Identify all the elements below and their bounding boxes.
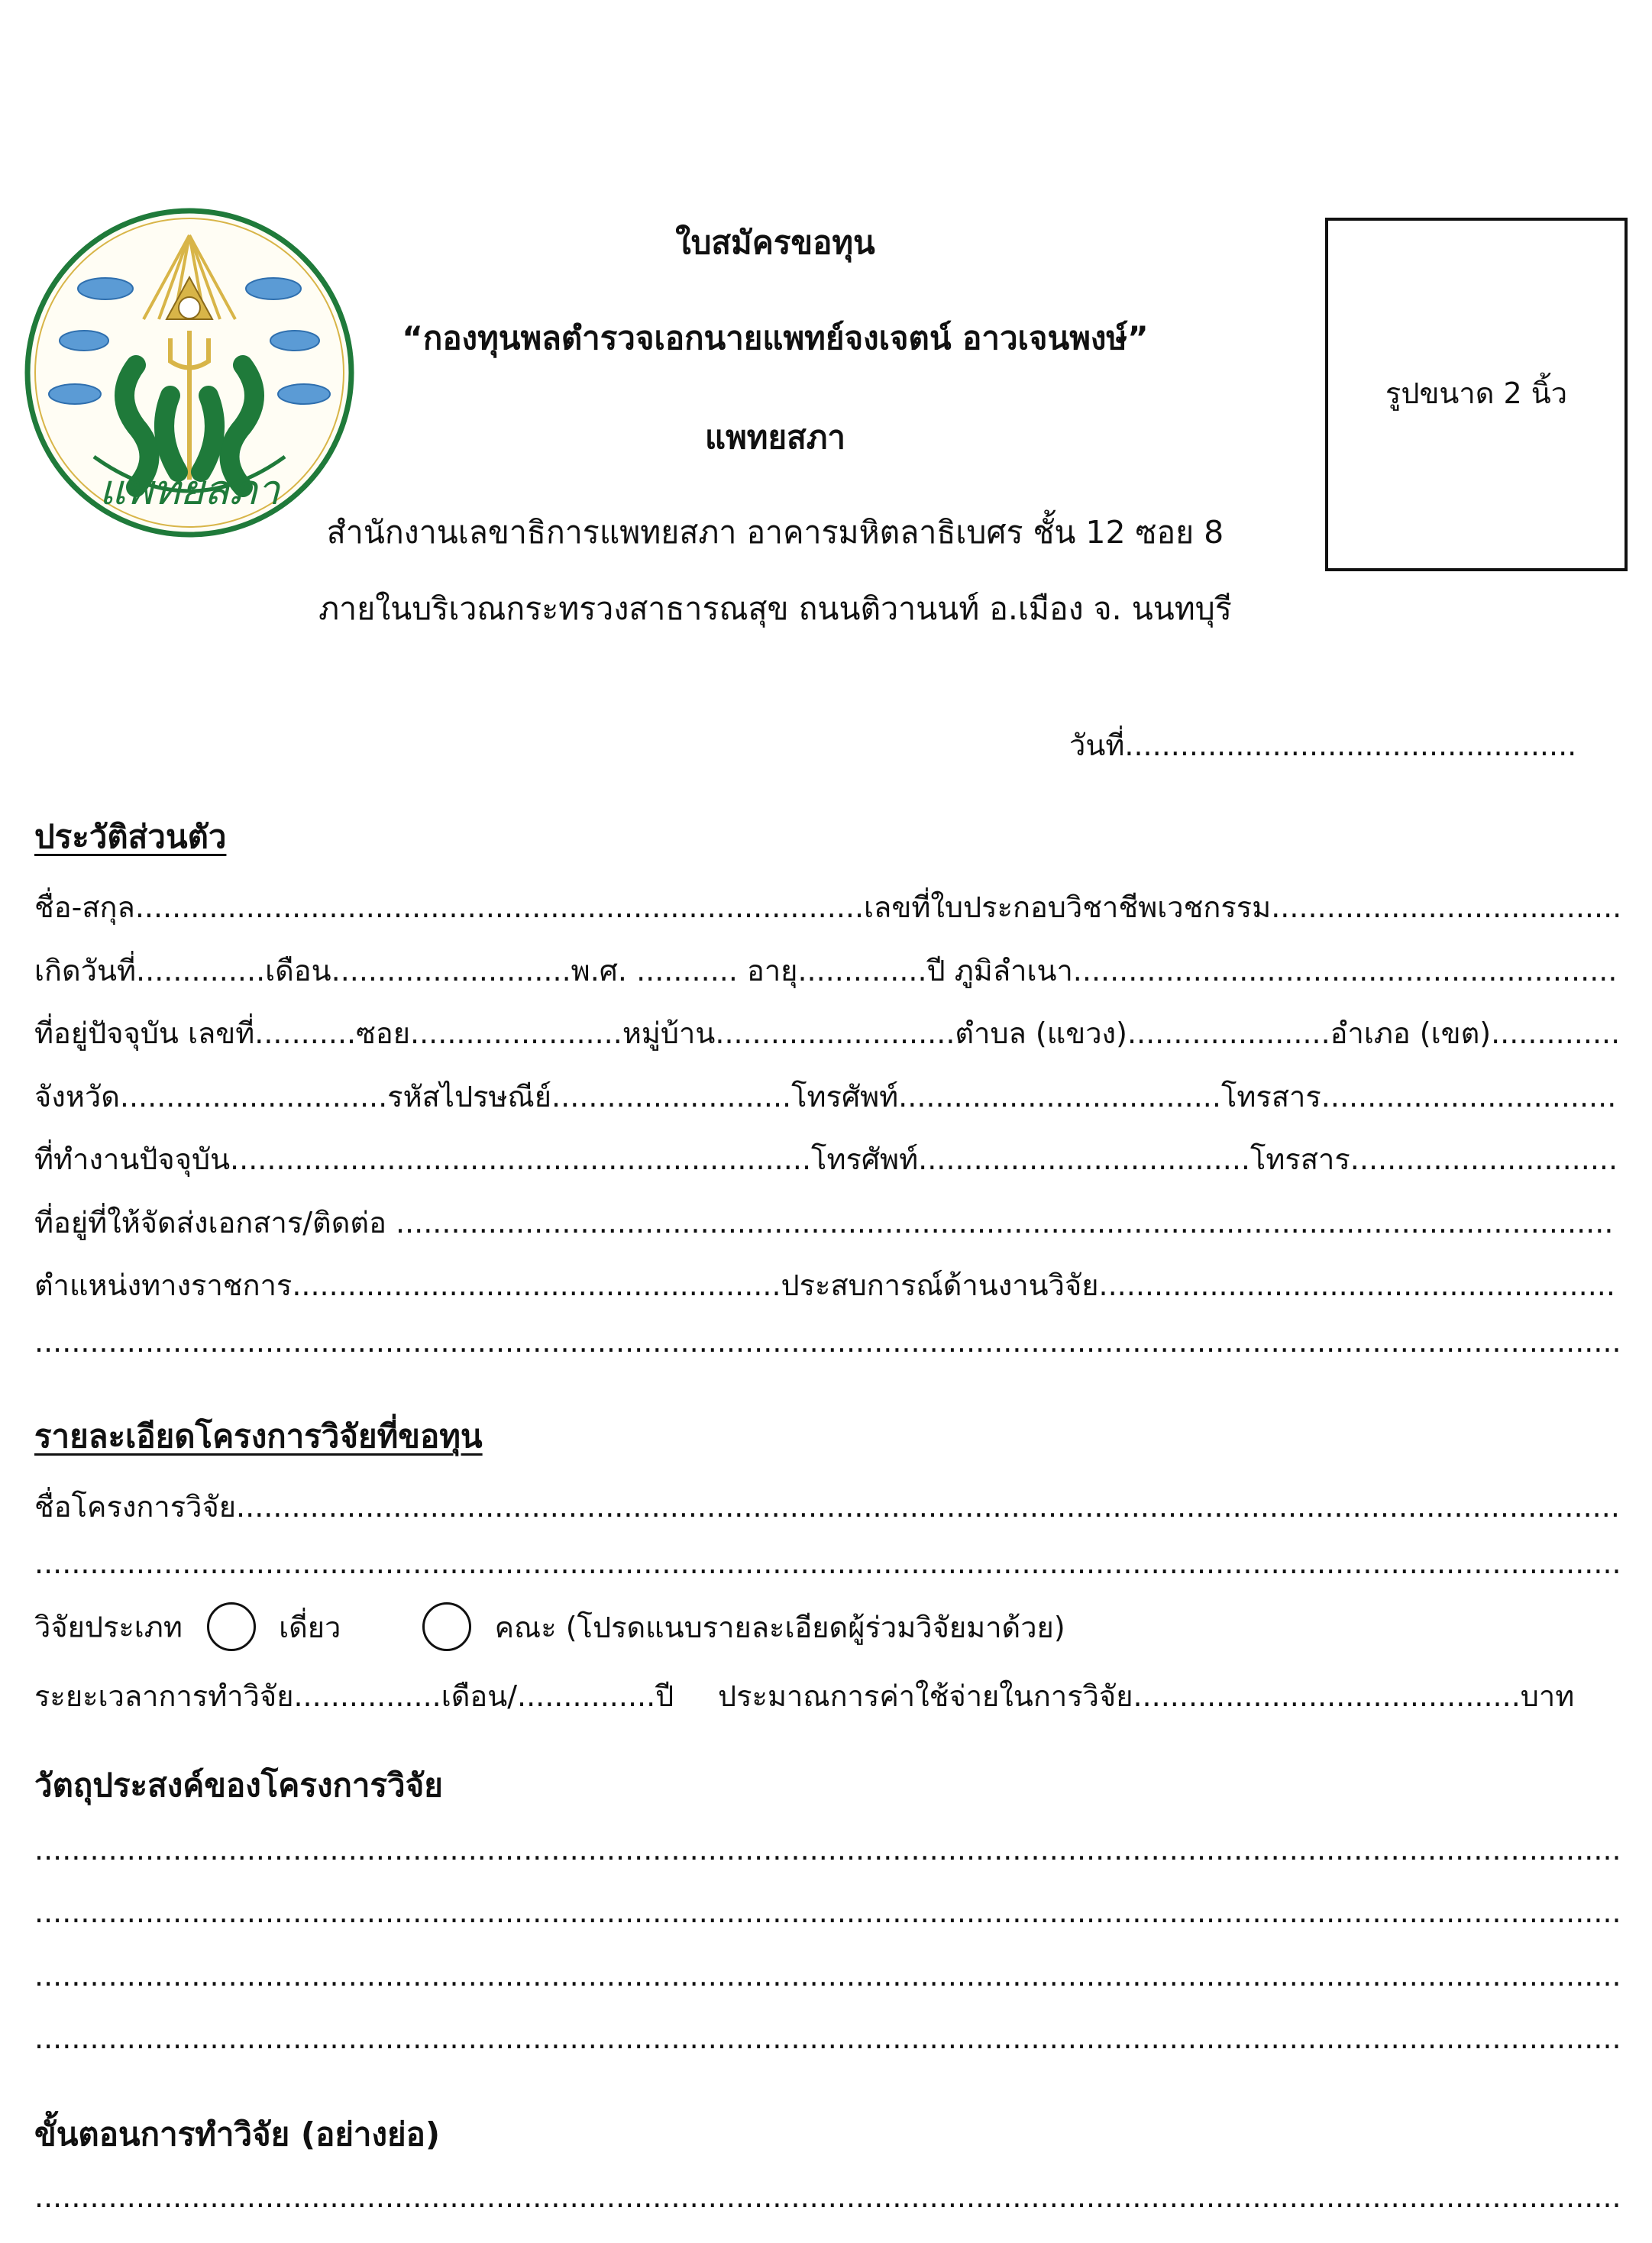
- photo-box[interactable]: [1325, 218, 1628, 571]
- contact-address-line[interactable]: ที่อยู่ที่ให้จัดส่งเอกสาร/ติดต่อ ....................................................................................................................................: [34, 1206, 1614, 1239]
- logo-text: แพทยสภา: [99, 466, 280, 514]
- project-name-cont-line[interactable]: ............................................................................................................................................................................: [34, 1547, 1621, 1580]
- duration-line[interactable]: ระยะเวลาการทำวิจัย................เดือน/...............ปี: [34, 1679, 674, 1713]
- research-type-row: [34, 1602, 1065, 1651]
- objective-line[interactable]: ............................................................................................................................................................................: [34, 1896, 1621, 1929]
- steps-heading: ขั้นตอนการทำวิจัย (อย่างย่อ): [34, 2115, 441, 2153]
- address-line-1: สำนักงานเลขาธิการแพทยสภา อาคารมหิตลาธิเบศร ชั้น 12 ซอย 8: [326, 514, 1224, 551]
- objective-line[interactable]: ............................................................................................................................................................................: [34, 1959, 1621, 1993]
- radio-group[interactable]: [422, 1602, 471, 1651]
- address-line-2: ภายในบริเวณกระทรวงสาธารณสุข ถนนติวานนท์ อ.เมือง จ. นนทบุรี: [318, 590, 1232, 627]
- radio-single-label: เดี่ยว: [279, 1610, 341, 1644]
- form-title: ใบสมัครขอทุน: [675, 224, 875, 261]
- photo-box-label: รูปขนาด 2 นิ้ว: [1385, 377, 1568, 410]
- council-name: แพทยสภา: [705, 419, 845, 456]
- research-type-label: วิจัยประเภท: [34, 1610, 183, 1644]
- steps-line[interactable]: ............................................................................................................................................................................: [34, 2180, 1621, 2214]
- project-name-line[interactable]: ชื่อโครงการวิจัย......................................................................................................................................................: [34, 1490, 1620, 1524]
- fund-name: “กองทุนพลตำรวจเอกนายแพทย์จงเจตน์ อาวเจนพงษ์”: [402, 319, 1149, 357]
- objectives-heading: วัตถุประสงค์ของโครงการวิจัย: [34, 1766, 443, 1804]
- personal-heading: ประวัติส่วนตัว: [34, 818, 227, 855]
- radio-group-label: คณะ (โปรดแนบรายละเอียดผู้ร่วมวิจัยมาด้วย): [494, 1610, 1065, 1644]
- objective-line[interactable]: ............................................................................................................................................................................: [34, 2022, 1621, 2055]
- radio-single[interactable]: [207, 1602, 256, 1651]
- date-field[interactable]: วันที่.................................................: [1069, 729, 1577, 762]
- experience-cont-line[interactable]: ............................................................................................................................................................................: [34, 1325, 1621, 1359]
- birth-line[interactable]: เกิดวันที่..............เดือน..........................พ.ศ. ........... อายุ..............ปี ภูมิลำเนา...........................................................: [34, 954, 1618, 987]
- address-line[interactable]: ที่อยู่ปัจจุบัน เลขที่...........ซอย.......................หมู่บ้าน..........................ตำบล (แขวง)......................อำเภอ (เขต)..............: [34, 1016, 1621, 1050]
- province-line[interactable]: จังหวัด.............................รหัสไปรษณีย์..........................โทรศัพท์...................................โทรสาร................................: [34, 1080, 1617, 1113]
- objective-line[interactable]: ............................................................................................................................................................................: [34, 1833, 1621, 1866]
- position-line[interactable]: ตำแหน่งทางราชการ.....................................................ประสบการณ์ด้านงานวิจัย........................................................: [34, 1269, 1615, 1302]
- name-license-line[interactable]: ชื่อ-สกุล...............................................................................เลขที่ใบประกอบวิชาชีพเวชกรรม......................................: [34, 890, 1622, 924]
- project-heading: รายละเอียดโครงการวิจัยที่ขอทุน: [34, 1417, 483, 1455]
- workplace-line[interactable]: ที่ทำงานปัจจุบัน...............................................................โทรศัพท์....................................โทรสาร.............................: [34, 1143, 1618, 1176]
- budget-line[interactable]: ประมาณการค่าใช้จ่ายในการวิจัย..........................................บาท: [718, 1679, 1575, 1713]
